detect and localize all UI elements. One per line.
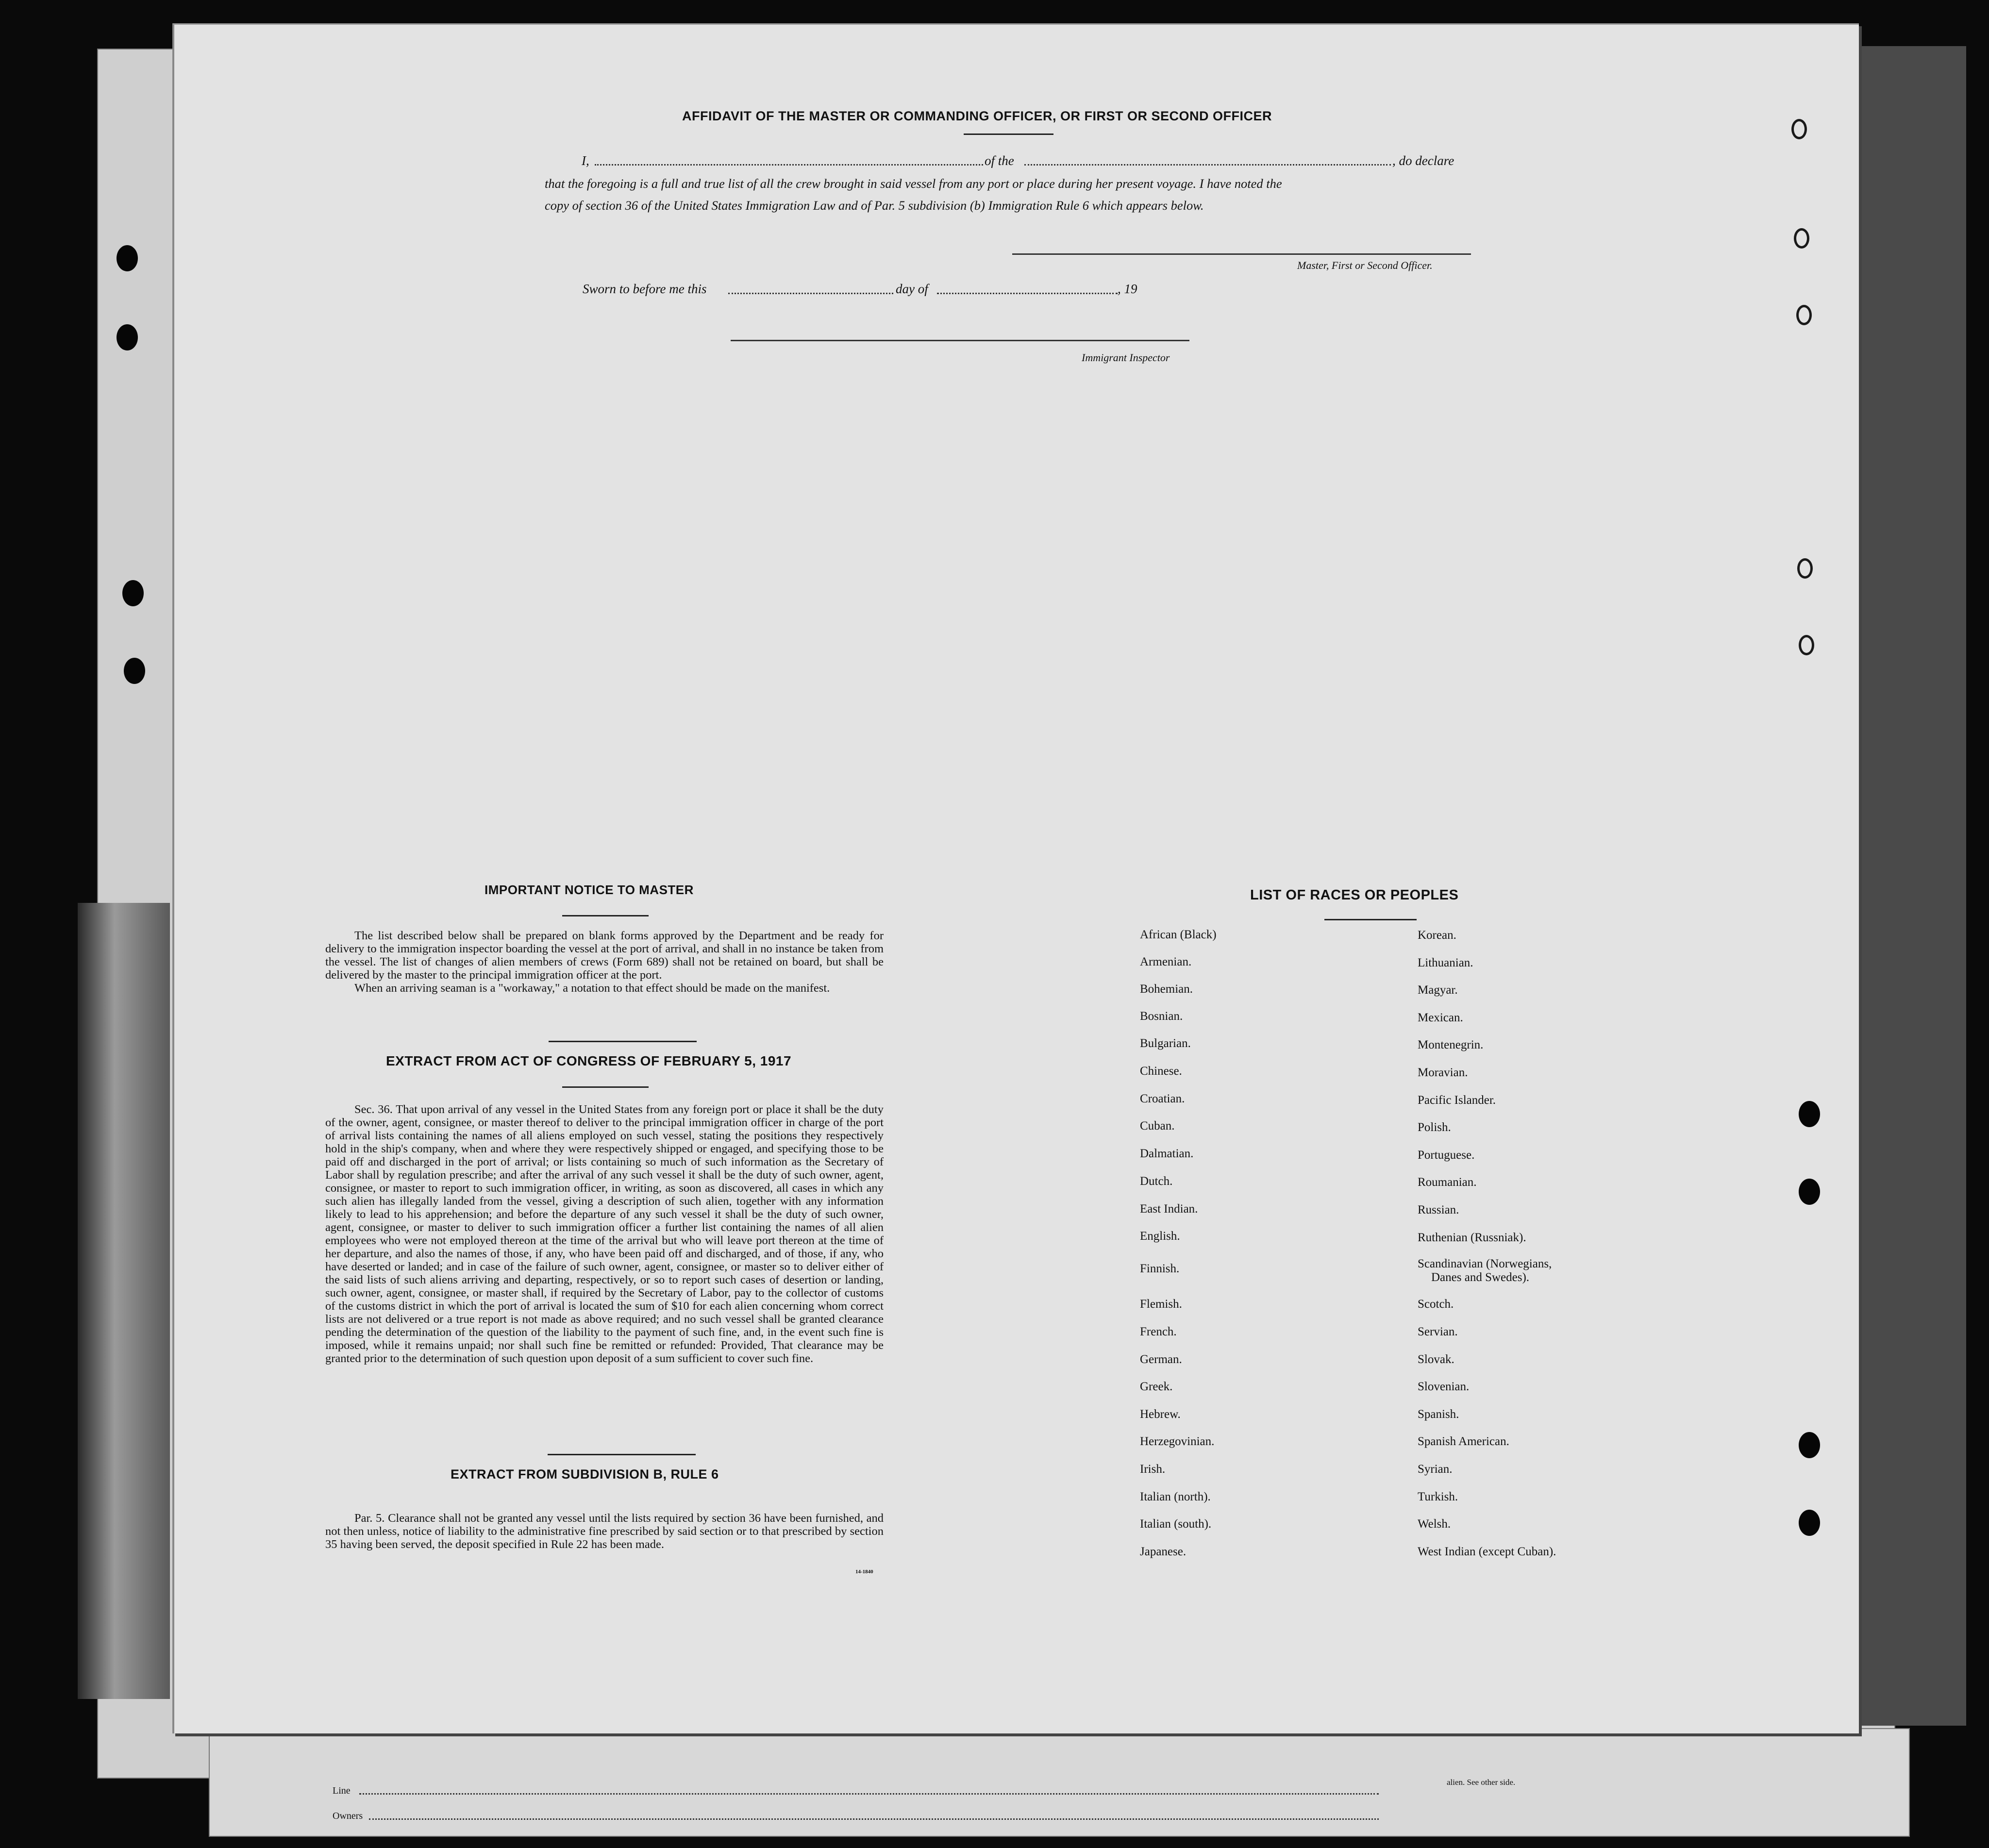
race-item: Ruthenian (Russniak).: [1418, 1231, 1526, 1244]
affidavit-declarant-label: I,: [582, 153, 589, 168]
race-item: Russian.: [1418, 1203, 1459, 1216]
binder-hole: [1796, 305, 1812, 325]
race-item: Dutch.: [1140, 1175, 1173, 1188]
inspector-label: Immigrant Inspector: [1082, 351, 1170, 364]
race-item: Pacific Islander.: [1418, 1094, 1496, 1107]
race-item: Italian (south).: [1140, 1517, 1212, 1531]
bottom-form-line-label: Line: [333, 1785, 351, 1796]
race-item: Montenegrin.: [1418, 1038, 1484, 1051]
race-item: Spanish American.: [1418, 1435, 1509, 1448]
race-item: Scandinavian (Norwegians,: [1418, 1257, 1552, 1270]
rule-extract-title: EXTRACT FROM SUBDIVISION B, RULE 6: [451, 1467, 719, 1482]
bottom-form-line-field: [359, 1793, 1379, 1795]
race-item: Slovak.: [1418, 1353, 1454, 1366]
notice-text: [325, 929, 884, 995]
sworn-month-field[interactable]: [937, 293, 1118, 294]
divider: [964, 133, 1053, 135]
race-item: Japanese.: [1140, 1545, 1187, 1558]
race-item: Danes and Swedes).: [1431, 1271, 1530, 1284]
notice-paragraph-1: The list described below shall be prepared on blank forms approved by the Department and be ready for delivery to the immigration inspector boarding the vessel at the port of arrival, and shall in no instance be taken from the vessel. The list of changes of alien members of crews (Form 689) shall not be retained on board, but shall be delivered by the master to the principal immigration officer at the port.: [325, 929, 884, 982]
binder-hole: [1794, 228, 1809, 249]
binder-hole: [117, 324, 138, 350]
race-item: Croatian.: [1140, 1092, 1185, 1105]
notice-title: IMPORTANT NOTICE TO MASTER: [485, 882, 694, 897]
race-item: East Indian.: [1140, 1202, 1198, 1215]
act-extract-paragraph: Sec. 36. That upon arrival of any vessel in the United States from any foreign port or place it shall be the duty of the owner, agent, consignee, or master thereof to deliver to the principal immigration officer in charge of the port of arrival lists containing the names of all aliens employed on such vessel, stating the positions they respectively hold in the ship's company, when and where they were respectively shipped or engaged, and specifying those to be paid off and discharged in the port of arrival; or lists containing so much of such information as the Secretary of Labor shall by regulation prescribe; and after the arrival of any such vessel it shall be the duty of such owner, agent, consignee, or master to report to such immigration officer, in writing, as soon as discovered, all cases in which any such alien has illegally landed from the vessel, giving a description of such alien, together with any information likely to lead to his apprehension; and before the departure of any such vessel it shall be the duty of such owner, agent, consignee, or master to deliver to such immigration officer a further list containing the names of all alien employees who were not employed thereon at the time of the arrival but who will leave port thereon at the time of her departure, and also the names of those, if any, who have been paid off and discharged, and of those, if any, who have deserted or landed; and in case of the failure of such owner, agent, consignee, or master so to deliver either of the said lists of such aliens arriving and departing, respectively, or so to report such cases of desertion or landing, such owner, agent, consignee, or master shall, if required by the Secretary of Labor, pay to the collector of customs of the customs district in which the port of arrival is located the sum of $10 for each alien concerning whom correct lists are not delivered or a true report is not made as above required; and no such vessel shall be granted clearance pending the determination of the question of the liability to the payment of such fine, and, in the event such fine is imposed, while it remains unpaid; nor shall such fine be remitted or refunded: Provided, That clearance may be granted prior to the determination of such question upon deposit of a sum sufficient to cover such fine.: [325, 1103, 884, 1365]
affidavit-text-line-2: that the foregoing is a full and true list of all the crew brought in said vessel from any port or place during her present voyage. I have noted the: [545, 176, 1282, 191]
notice-paragraph-2: When an arriving seaman is a "workaway," a notation to that effect should be made on the manifest.: [354, 982, 830, 995]
race-item: Bohemian.: [1140, 982, 1193, 996]
race-item: Armenian.: [1140, 955, 1192, 968]
race-item: Syrian.: [1418, 1463, 1453, 1476]
manifest-page: [172, 23, 1859, 1733]
inspector-signature-field[interactable]: [731, 340, 1189, 341]
race-item: Moravian.: [1418, 1066, 1468, 1079]
race-item: Portuguese.: [1418, 1149, 1475, 1162]
divider: [562, 1086, 649, 1088]
officer-signature-label: Master, First or Second Officer.: [1297, 259, 1433, 271]
affidavit-declare-label: , do declare: [1392, 153, 1454, 168]
form-number: 14-1840: [855, 1569, 873, 1575]
divider: [549, 1041, 697, 1042]
race-item: Scotch.: [1418, 1298, 1454, 1311]
race-item: Roumanian.: [1418, 1176, 1477, 1189]
sworn-label: Sworn to before me this: [583, 282, 707, 296]
race-item: Magyar.: [1418, 983, 1458, 997]
declarant-name-field[interactable]: [595, 164, 983, 166]
race-item: Herzegovinian.: [1140, 1435, 1215, 1448]
race-item: Italian (north).: [1140, 1490, 1211, 1503]
race-item: Irish.: [1140, 1463, 1166, 1476]
binder-hole: [1799, 1101, 1820, 1127]
race-item: Hebrew.: [1140, 1408, 1181, 1421]
act-extract-text: [325, 1103, 884, 1365]
sworn-day-field[interactable]: [728, 293, 893, 294]
binder-hole: [1797, 558, 1813, 579]
race-item: Chinese.: [1140, 1065, 1182, 1078]
divider: [548, 1454, 696, 1455]
race-item: Finnish.: [1140, 1262, 1180, 1275]
sworn-day-of-label: day of: [896, 282, 928, 296]
affidavit-text-line-3: copy of section 36 of the United States Immigration Law and of Par. 5 subdivision (b) Immigration Rule 6 which appears below.: [545, 198, 1204, 213]
race-item: English.: [1140, 1230, 1180, 1243]
binder-hole: [1799, 1432, 1820, 1458]
races-title: LIST OF RACES OR PEOPLES: [1250, 887, 1459, 903]
binder-hole: [1799, 1510, 1820, 1536]
race-item: German.: [1140, 1353, 1182, 1366]
race-item: Spanish.: [1418, 1408, 1459, 1421]
race-item: Flemish.: [1140, 1298, 1182, 1311]
race-item: African (Black): [1140, 928, 1217, 941]
affidavit-title: AFFIDAVIT OF THE MASTER OR COMMANDING OFFICER, OR FIRST OR SECOND OFFICER: [682, 109, 1272, 123]
race-item: West Indian (except Cuban).: [1418, 1545, 1556, 1558]
binder-hole: [124, 658, 145, 684]
binder-hole: [1799, 635, 1814, 655]
bottom-form-note: alien. See other side.: [1447, 1778, 1516, 1787]
officer-signature-field[interactable]: [1012, 253, 1471, 255]
binder-edge: [1855, 46, 1966, 1726]
divider: [562, 915, 649, 916]
binder-hole: [117, 245, 138, 271]
race-item: Slovenian.: [1418, 1380, 1470, 1393]
act-extract-title: EXTRACT FROM ACT OF CONGRESS OF FEBRUARY 5, 1917: [386, 1053, 792, 1068]
race-item: Servian.: [1418, 1325, 1458, 1338]
race-item: Dalmatian.: [1140, 1147, 1194, 1160]
race-item: Cuban.: [1140, 1119, 1175, 1132]
binder-hole: [1799, 1179, 1820, 1205]
affidavit-vessel-label: of the: [985, 153, 1014, 168]
race-item: Bosnian.: [1140, 1010, 1183, 1023]
race-item: Polish.: [1418, 1121, 1451, 1134]
race-item: Turkish.: [1418, 1490, 1458, 1503]
underlying-sheet: [209, 1728, 1910, 1837]
race-item: Korean.: [1418, 929, 1456, 942]
binder-hole: [1791, 119, 1807, 139]
race-item: Bulgarian.: [1140, 1037, 1191, 1050]
race-item: Lithuanian.: [1418, 956, 1473, 969]
race-item: Mexican.: [1418, 1011, 1463, 1024]
vessel-name-field[interactable]: [1024, 164, 1391, 166]
bottom-form-owners-label: Owners: [333, 1811, 363, 1821]
rule-extract-text: [325, 1512, 884, 1551]
rule-extract-paragraph: Par. 5. Clearance shall not be granted any vessel until the lists required by section 36 have been furnished, and not then unless, notice of liability to the administrative fine prescribed by said section or to that prescribed by section 35 having been served, the deposit specified in Rule 22 has been made.: [325, 1512, 884, 1551]
bottom-form-owners-field: [369, 1818, 1379, 1820]
race-item: Greek.: [1140, 1380, 1173, 1393]
race-item: French.: [1140, 1325, 1177, 1338]
race-item: Welsh.: [1418, 1517, 1451, 1531]
sworn-year-label: , 19: [1118, 282, 1137, 296]
page-edge-shadow: [78, 903, 170, 1699]
divider: [1324, 919, 1417, 920]
binder-hole: [122, 580, 144, 606]
